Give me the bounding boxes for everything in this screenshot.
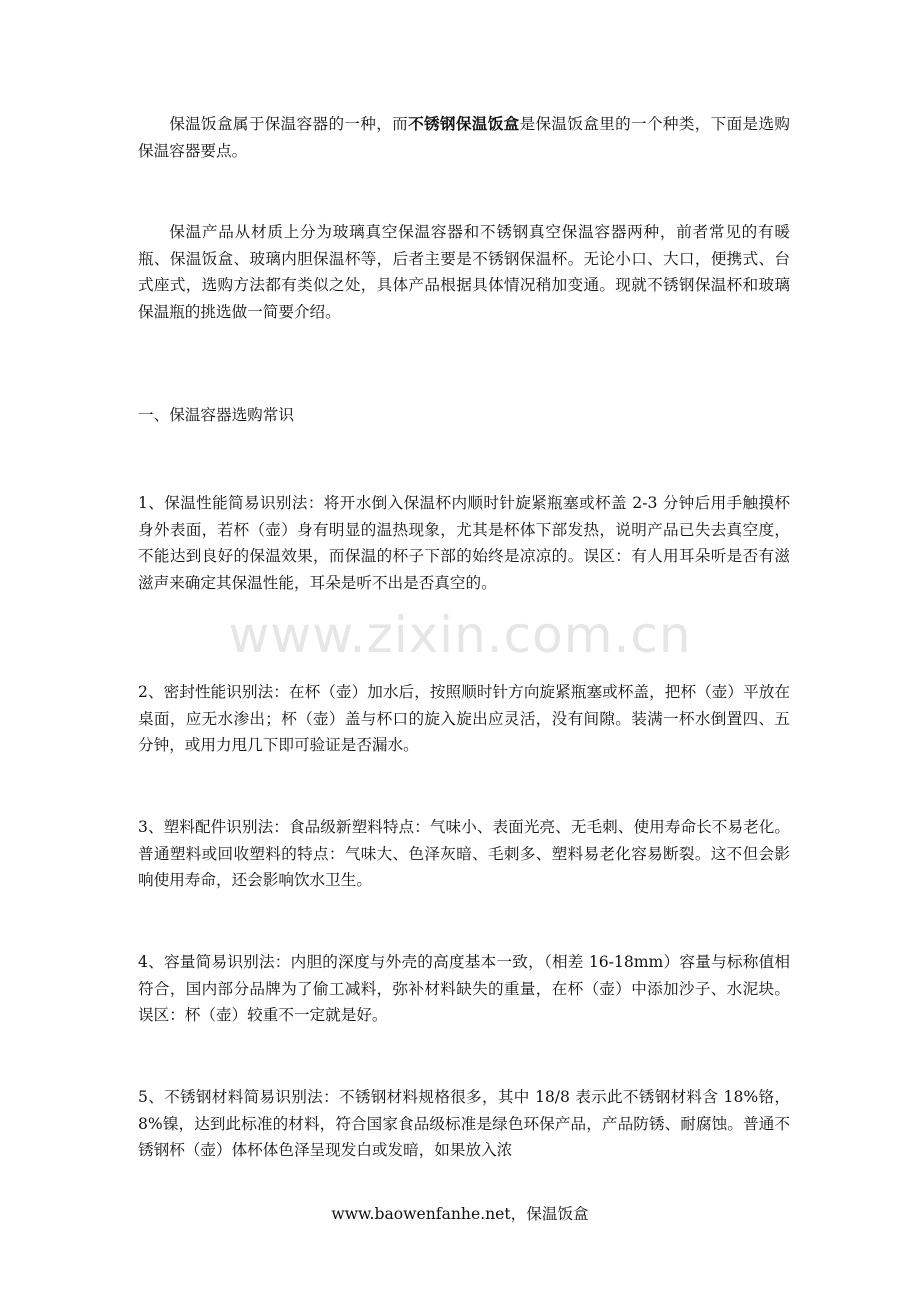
materials-paragraph: 保温产品从材质上分为玻璃真空保温容器和不锈钢真空保温容器两种，前者常见的有暖瓶、保温饭盒、玻璃内胆保温杯等，后者主要是不锈钢保温杯。无论小口、大口，便携式、台式座式，选购方法都有类似之处，具体产品根据具体情况稍加变通。现就不锈钢保温杯和玻璃保温瓶的挑选做一简要介绍。 <box>138 223 790 321</box>
item-4-paragraph: 4、容量简易识别法：内胆的深度与外壳的高度基本一致，（相差 16-18mm）容量与标称值相符合，国内部分品牌为了偷工减料，弥补材料缺失的重量，在杯（壶）中添加沙子、水泥块。误区：杯（壶）较重不一定就是好。 <box>138 953 790 1024</box>
footer-text: www.baowenfanhe.net，保温饭盒 <box>331 1205 589 1223</box>
item-1-paragraph: 1、保温性能简易识别法：将开水倒入保温杯内顺时针旋紧瓶塞或杯盖 2-3 分钟后用手触摸杯身外表面，若杯（壶）身有明显的温热现象，尤其是杯体下部发热，说明产品已失去真空度，不能达到良好的保温效果，而保温的杯子下部的始终是凉凉的。误区：有人用耳朵听是否有滋滋声来确定其保温性能，耳朵是听不出是否真空的。 <box>138 494 790 592</box>
intro-bold-keyword: 不锈钢保温饭盒 <box>408 115 520 133</box>
section-heading: 一、保温容器选购常识 <box>138 406 294 424</box>
intro-paragraph <box>138 111 790 164</box>
intro-text-part2: 是保温饭盒里的一个种类，下面是选购保温容器要点。 <box>138 115 790 160</box>
item-3-paragraph: 3、塑料配件识别法：食品级新塑料特点：气味小、表面光亮、无毛刺、使用寿命长不易老化。普通塑料或回收塑料的特点：气味大、色泽灰暗、毛刺多、塑料易老化容易断裂。这不但会影响使用寿命，还会影响饮水卫生。 <box>138 818 790 889</box>
intro-text-part1: 保温饭盒属于保温容器的一种，而 <box>169 115 409 133</box>
item-5-paragraph: 5、不锈钢材料简易识别法：不锈钢材料规格很多，其中 18/8 表示此不锈钢材料含 18%铬，8%镍，达到此标准的材料，符合国家食品级标准是绿色环保产品，产品防锈、耐腐蚀。普通不锈钢杯（壶）体杯体色泽呈现发白或发暗，如果放入浓 <box>138 1088 790 1159</box>
item-2-paragraph: 2、密封性能识别法：在杯（壶）加水后，按照顺时针方向旋紧瓶塞或杯盖，把杯（壶）平放在桌面，应无水渗出；杯（壶）盖与杯口的旋入旋出应灵活，没有间隙。装满一杯水倒置四、五分钟，或用力甩几下即可验证是否漏水。 <box>138 683 790 754</box>
watermark: www.zixin.com.cn <box>228 606 692 664</box>
